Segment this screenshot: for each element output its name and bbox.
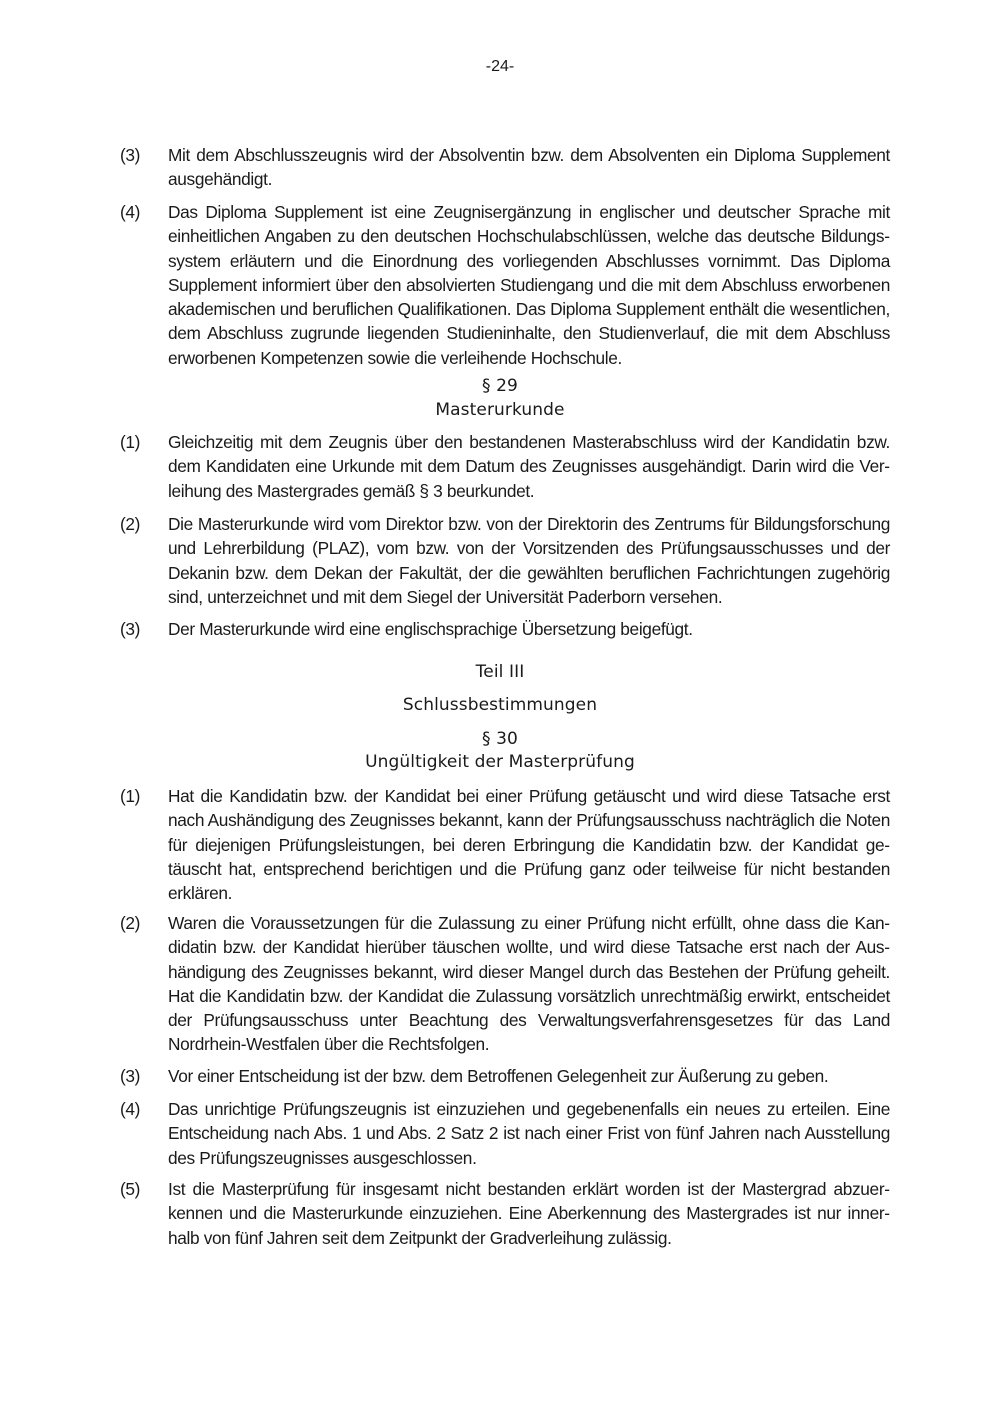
paragraph-number: (3)	[120, 619, 141, 639]
paragraph-text: Die Masterurkunde wird vom Direktor bzw. von der Direktorin des Zentrums für Bildungsforschung und Lehrerbildung (PLAZ), vom bzw. von der Vorsitzenden des Prüfungsausschusses und der Dekanin bzw. dem Dekan der Fakultät, der die gewählten beruflichen Fachrichtungen zugehörig sind, unterzeichnet und mit dem Siegel der Universität Paderborn versehen.	[168, 514, 890, 607]
section30-paragraph-1	[120, 784, 890, 905]
section28-paragraph-3	[120, 143, 890, 192]
section-30-title: Ungültigkeit der Masterprüfung	[365, 752, 635, 772]
paragraph-number: (2)	[120, 514, 141, 534]
paragraph-number: (5)	[120, 1179, 141, 1199]
paragraph-text: Der Masterurkunde wird eine englischsprachige Übersetzung beigefügt.	[168, 619, 693, 639]
section29-paragraph-2	[120, 512, 890, 609]
paragraph-number: (3)	[120, 145, 141, 165]
section30-paragraph-4	[120, 1097, 890, 1170]
paragraph-number: (2)	[120, 913, 141, 933]
paragraph-text: Das Diploma Supplement ist eine Zeugnisergänzung in englischer und deutscher Sprache mit einheitlichen Angaben zu den deutschen Hochschulabschlüssen, welche das deutsche Bildungssystem erläutern und die Einordnung des vorliegenden Abschlusses vornimmt. Das Diploma Supplement informiert über den absolvierten Studiengang und die mit dem Abschluss erworbenen akademischen und beruflichen Qualifikationen. Das Diploma Supplement enthält die wesentlichen, dem Abschluss zugrunde liegenden Studieninhalte, den Studienverlauf, die mit dem Abschluss erworbenen Kompetenzen sowie die verleihende Hochschule.	[168, 202, 890, 368]
paragraph-number: (4)	[120, 1099, 141, 1119]
paragraph-number: (1)	[120, 786, 141, 806]
paragraph-text: Waren die Voraussetzungen für die Zulassung zu einer Prüfung nicht erfüllt, ohne dass die Kandidatin bzw. der Kandidat hierüber täuschen wollte, und wird diese Tatsache erst nach der Aushändigung des Zeugnisses bekannt, wird dieser Mangel durch das Bestehen der Prüfung geheilt. Hat die Kandidatin bzw. der Kandidat die Zulassung vorsätzlich unrechtmäßig erwirkt, entscheidet der Prüfungsausschuss unter Beachtung des Verwaltungsverfahrensgesetzes für das Land Nordrhein-Westfalen über die Rechtsfolgen.	[168, 913, 890, 1055]
section30-paragraph-2	[120, 911, 890, 1057]
part-subtitle: Schlussbestimmungen	[402, 695, 598, 715]
page-number: -24-	[485, 58, 515, 75]
section30-paragraph-5	[120, 1177, 890, 1250]
paragraph-number: (1)	[120, 432, 141, 452]
section30-paragraph-3	[120, 1064, 890, 1088]
paragraph-text: Vor einer Entscheidung ist der bzw. dem Betroffenen Gelegenheit zur Äußerung zu geben.	[168, 1066, 829, 1086]
paragraph-text: Mit dem Abschlusszeugnis wird der Absolventin bzw. dem Absolventen ein Diploma Supplement ausgehändigt.	[168, 145, 890, 190]
paragraph-text: Hat die Kandidatin bzw. der Kandidat bei einer Prüfung getäuscht und wird diese Tatsache erst nach Aushändigung des Zeugnisses bekannt, kann der Prüfungsausschuss nachträglich die Noten für diejenigen Prüfungsleistungen, bei deren Erbringung die Kandidatin bzw. der Kandidat getäuscht hat, entsprechend berichtigen und die Prüfung ganz oder teilweise für nicht bestanden erklären.	[168, 786, 890, 904]
section-29-title: Masterurkunde	[435, 400, 565, 420]
paragraph-number: (3)	[120, 1066, 141, 1086]
section28-paragraph-4	[120, 200, 890, 370]
section29-paragraph-1	[120, 430, 890, 503]
section-29-number: § 29	[482, 376, 518, 396]
part-title: Teil III	[475, 662, 525, 682]
section-30-number: § 30	[482, 729, 518, 749]
paragraph-text: Ist die Masterprüfung für insgesamt nicht bestanden erklärt worden ist der Mastergrad abzuerkennen und die Masterurkunde einzuziehen. Eine Aberkennung des Mastergrades ist nur innerhalb von fünf Jahren seit dem Zeitpunkt der Gradverleihung zulässig.	[168, 1179, 890, 1248]
paragraph-text: Das unrichtige Prüfungszeugnis ist einzuziehen und gegebenenfalls ein neues zu erteilen. Eine Entscheidung nach Abs. 1 und Abs. 2 Satz 2 ist nach einer Frist von fünf Jahren nach Ausstellung des Prüfungszeugnisses ausgeschlossen.	[168, 1099, 890, 1168]
paragraph-text: Gleichzeitig mit dem Zeugnis über den bestandenen Masterabschluss wird der Kandidatin bzw. dem Kandidaten eine Urkunde mit dem Datum des Zeugnisses ausgehändigt. Darin wird die Verleihung des Mastergrades gemäß § 3 beurkundet.	[168, 432, 890, 501]
section29-paragraph-3	[120, 617, 890, 641]
paragraph-number: (4)	[120, 202, 141, 222]
